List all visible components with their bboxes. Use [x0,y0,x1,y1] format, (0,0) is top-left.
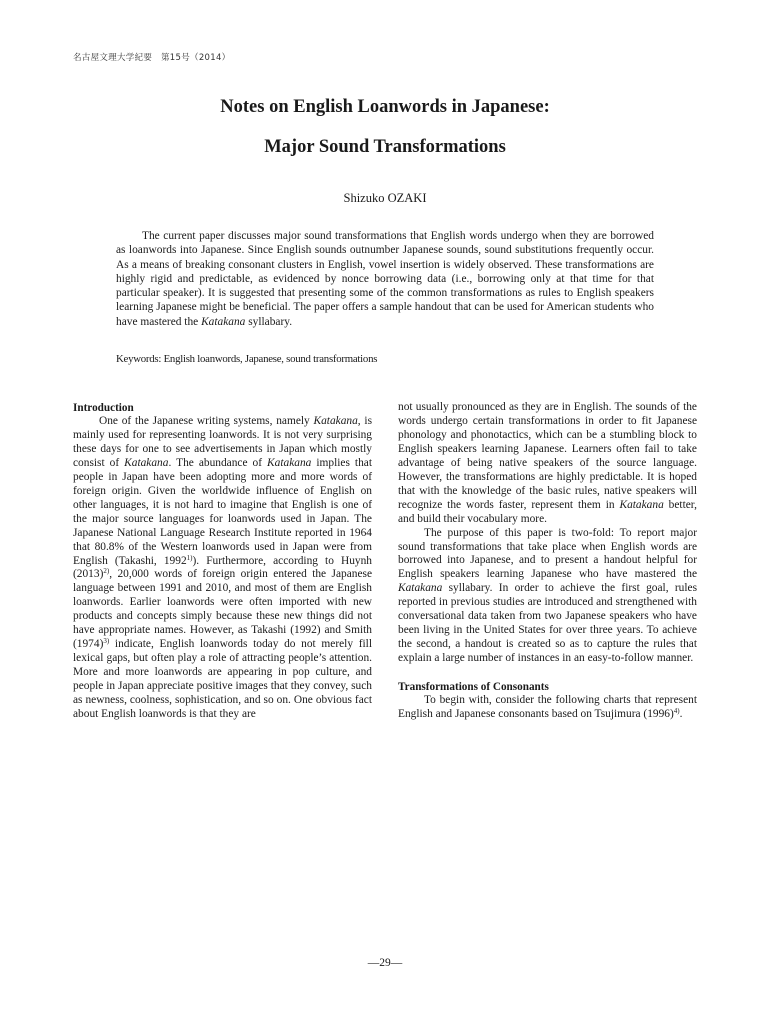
introduction-paragraph-1 [73,415,372,722]
text-run: One of the Japanese writing systems, namely [99,415,314,427]
text-run: , is mainly used for representing loanwords. It is not very surprising these days for one to see advertisements in Japan which mostly consist of [73,415,372,469]
consonants-heading: Transformations of Consonants [398,681,549,694]
abstract-katakana: Katakana [201,315,246,328]
right-column [398,401,697,722]
footnote-ref: 3) [103,637,110,646]
page-number: —29— [367,957,403,969]
abstract [116,229,654,329]
text-run: not usually pronounced as they are in English. The sounds of the words undergo certain transformations in order to fit Japanese phonology and phonotactics, which can be a stumbling block to English speakers learning Japanese. Learners often fail to take advantage of being native speakers of the source language. However, the transformations are highly predictable. It is hoped that with the knowledge of the basic rules, native speakers will recognize the words faster, represent them in [398,401,697,511]
keywords: Keywords: English loanwords, Japanese, sound transformations [116,353,378,365]
katakana-term: Katakana [267,456,312,469]
text-run: syllabary. In order to achieve the first goal, rules reported in previous studies are introduced and strengthened with conversational data taken from two Japanese speakers who have been living in the United States for over three years. To achieve the second, a handout is created so as to capture the rules that explain a large number of instances in an easy-to-follow manner. [398,582,697,665]
abstract-text-end: syllabary. [245,315,293,328]
left-column [73,401,372,722]
text-run: The purpose of this paper is two-fold: To report major sound transformations that take place when English words are borrowed into Japanese, and to present a handout helpful for English speakers learning Japanese who have mastered the [398,526,697,581]
paper-title-line1: Notes on English Loanwords in Japanese: [220,97,550,117]
text-run: indicate, English loanwords today do not merely fill lexical gaps, but often play a role of attracting people’s attention. More and more loanwords are appearing in pop culture, and people in Japan appreciate positive images that they convey, such as newness, coolness, sophistication, and so on. One obvious fact about English loanwords is that they are [73,638,372,721]
paper-title-line2: Major Sound Transformations [264,137,506,157]
footnote-ref: 2) [103,567,110,576]
author-name: Shizuko OZAKI [343,191,427,205]
text-run: To begin with, consider the following charts that represent English and Japanese consonants based on Tsujimura (1996) [398,694,697,721]
running-head: 名古屋文理大学紀要 第15号（2014） [73,53,231,63]
katakana-term: Katakana [313,415,358,427]
text-run: . The abundance of [168,456,268,469]
introduction-paragraph-1-continued [398,401,697,527]
text-run: implies that people in Japan have been adopting more and more words of foreign origin. Given the worldwide influence of English on other languages, it is not hard to imagine that English is one of the major source languages for loanwords used in Japan. The Japanese National Language Research Institute reported in 1964 that 80.8% of the Western loanwords used in Japan were from English (Takashi, 1992 [73,456,372,567]
text-run: ). Furthermore, according to Huynh (2013) [73,554,373,581]
katakana-term: Katakana [398,582,443,595]
katakana-term: Katakana [619,498,664,511]
katakana-term: Katakana [124,456,169,469]
text-run: , 20,000 words of foreign origin entered the Japanese language between 1991 and 2010, and most of them are English loanwords. Earlier loanwords were often imported with new products and concepts simply because these new things did not have appropriate names. However, as Takashi (1992) and Smith (1974) [73,568,372,651]
abstract-text: The current paper discusses major sound transformations that English words undergo when they are borrowed as loanwords into Japanese. Since English sounds outnumber Japanese sounds, sound substitutions frequently occur. As a means of breaking consonant clusters in English, vowel insertion is widely observed. These transformations are highly rigid and predictable, as evidenced by nonce borrowing data (i.e., borrowing only at that time for that particular speaker). It is suggested that presenting some of the common transformations as rules to English speakers learning Japanese might be beneficial. The paper offers a sample handout that can be used for American students who have mastered the [116,230,654,328]
introduction-heading: Introduction [73,402,134,414]
introduction-paragraph-2 [398,527,697,667]
consonants-paragraph-1 [398,694,697,722]
footnote-ref: 4) [673,707,680,716]
text-run: better, and build their vocabulary more. [398,498,697,525]
text-run: . [679,708,683,721]
footnote-ref: 1) [186,553,193,562]
